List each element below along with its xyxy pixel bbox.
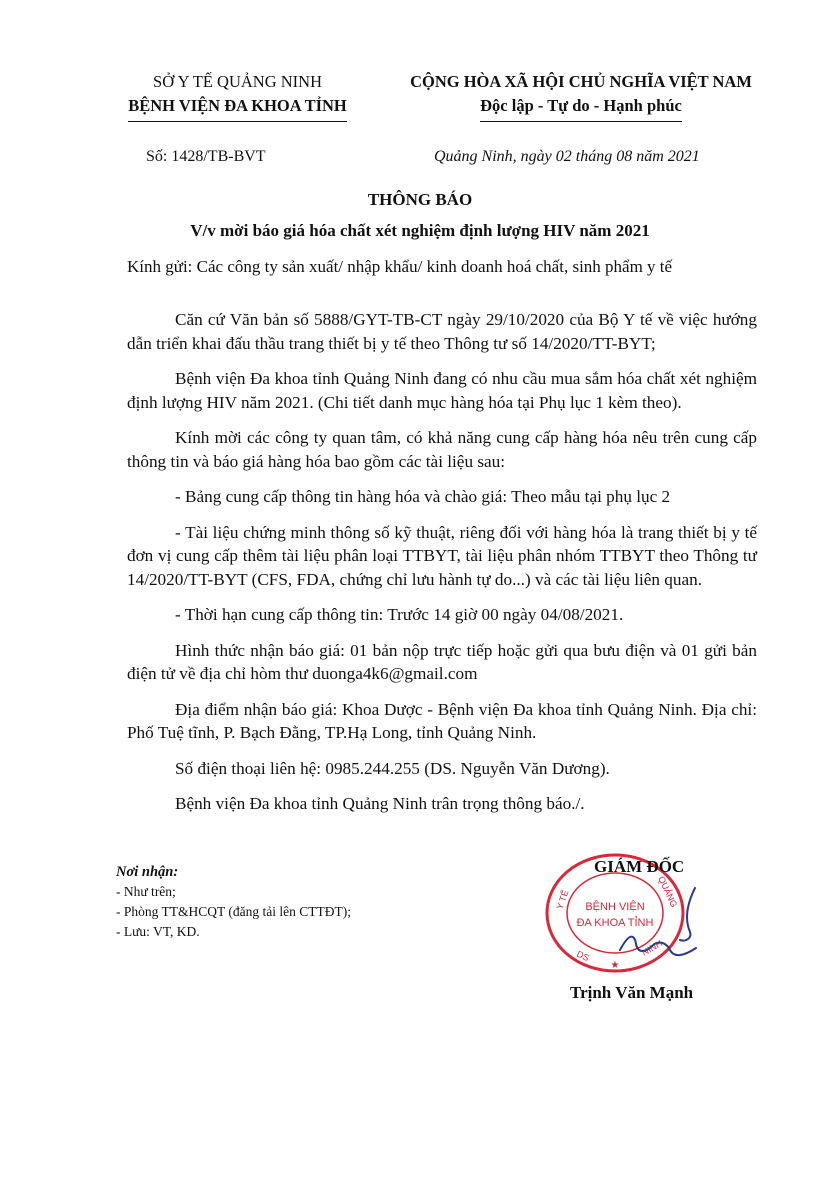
- body-paragraph: - Bảng cung cấp thông tin hàng hóa và chào giá: Theo mẫu tại phụ lục 2: [175, 487, 671, 506]
- body-paragraph: Địa điểm nhận báo giá: Khoa Dược - Bệnh viện Đa khoa tỉnh Quảng Ninh. Địa chỉ: Phố Tuệ tĩnh, P. Bạch Đằng, TP.Hạ Long, tỉnh Quảng Ninh.: [127, 699, 757, 742]
- document-body: [127, 308, 757, 828]
- document-subject: V/v mời báo giá hóa chất xét nghiệm định lượng HIV năm 2021: [190, 221, 650, 240]
- body-paragraph: Căn cứ Văn bản số 5888/GYT-TB-CT ngày 29/10/2020 của Bộ Y tế về việc hướng dẫn triển khai đấu thầu trang thiết bị y tế theo Thông tư số 14/2020/TT-BYT;: [127, 310, 757, 353]
- signer-name: Trịnh Văn Mạnh: [570, 983, 694, 1002]
- issuer-hospital: BỆNH VIỆN ĐA KHOA TỈNH: [128, 94, 347, 122]
- stamp-text: BỆNH VIỆN: [585, 901, 645, 913]
- document-number: Số: 1428/TB-BVT: [146, 148, 266, 165]
- recipients-block: [116, 862, 351, 942]
- document-title: THÔNG BÁO: [367, 190, 473, 209]
- stamp-ring-text: NINH: [640, 938, 665, 958]
- stamp-ring-text: Y TẾ: [554, 888, 571, 911]
- recipient-item: - Lưu: VT, KD.: [116, 924, 200, 939]
- recipient-item: - Như trên;: [116, 884, 176, 899]
- document-date: Quảng Ninh, ngày 02 tháng 08 năm 2021: [434, 148, 700, 165]
- body-paragraph: Hình thức nhận báo giá: 01 bản nộp trực tiếp hoặc gửi qua bưu điện và 01 gửi bản điện tử về địa chỉ hòm thư duonga4k6@gmail.com: [127, 640, 757, 683]
- stamp-star-icon: ★: [610, 960, 620, 971]
- recipients-title: Nơi nhận:: [116, 864, 179, 880]
- body-paragraph: Bệnh viện Đa khoa tỉnh Quảng Ninh trân trọng thông báo./.: [175, 794, 585, 813]
- handwritten-signature: [600, 880, 720, 970]
- stamp-text: ĐA KHOA TỈNH: [576, 917, 654, 929]
- signer-title: GIÁM ĐỐC: [594, 857, 685, 876]
- national-motto-block: [372, 70, 790, 122]
- addressee-line: Kính gửi: Các công ty sản xuất/ nhập khẩu/ kinh doanh hoá chất, sinh phẩm y tế: [127, 257, 673, 276]
- issuer-department: SỞ Y TẾ QUẢNG NINH: [153, 72, 322, 91]
- body-paragraph: Bệnh viện Đa khoa tỉnh Quảng Ninh đang có nhu cầu mua sắm hóa chất xét nghiệm định lượng HIV năm 2021. (Chi tiết danh mục hàng hóa tại Phụ lục 1 kèm theo).: [127, 369, 757, 412]
- body-paragraph: Kính mời các công ty quan tâm, có khả năng cung cấp hàng hóa nêu trên cung cấp thông tin và báo giá hàng hóa bao gồm các tài liệu sau:: [127, 428, 757, 471]
- body-paragraph: Số điện thoại liên hệ: 0985.244.255 (DS. Nguyễn Văn Dương).: [175, 758, 610, 778]
- issuer-block: [95, 70, 380, 122]
- stamp-ring-text: QUẢNG: [656, 874, 680, 909]
- national-motto: Độc lập - Tự do - Hạnh phúc: [480, 94, 682, 122]
- body-paragraph: - Thời hạn cung cấp thông tin: Trước 14 giờ 00 ngày 04/08/2021.: [175, 605, 624, 624]
- stamp-ring-text: DS: [575, 948, 591, 964]
- recipient-item: - Phòng TT&HCQT (đăng tải lên CTTĐT);: [116, 904, 351, 919]
- country-name: CỘNG HÒA XÃ HỘI CHỦ NGHĨA VIỆT NAM: [410, 72, 752, 91]
- body-paragraph: - Tài liệu chứng minh thông số kỹ thuật, riêng đối với hàng hóa là trang thiết bị y tế đơn vị cung cấp thêm tài liệu phân loại TTBYT, tài liệu phân nhóm TTBYT theo Thông tư 14/2020/TT-BYT (CFS, FDA, chứng chỉ lưu hành tự do...) và các tài liệu liên quan.: [127, 522, 757, 589]
